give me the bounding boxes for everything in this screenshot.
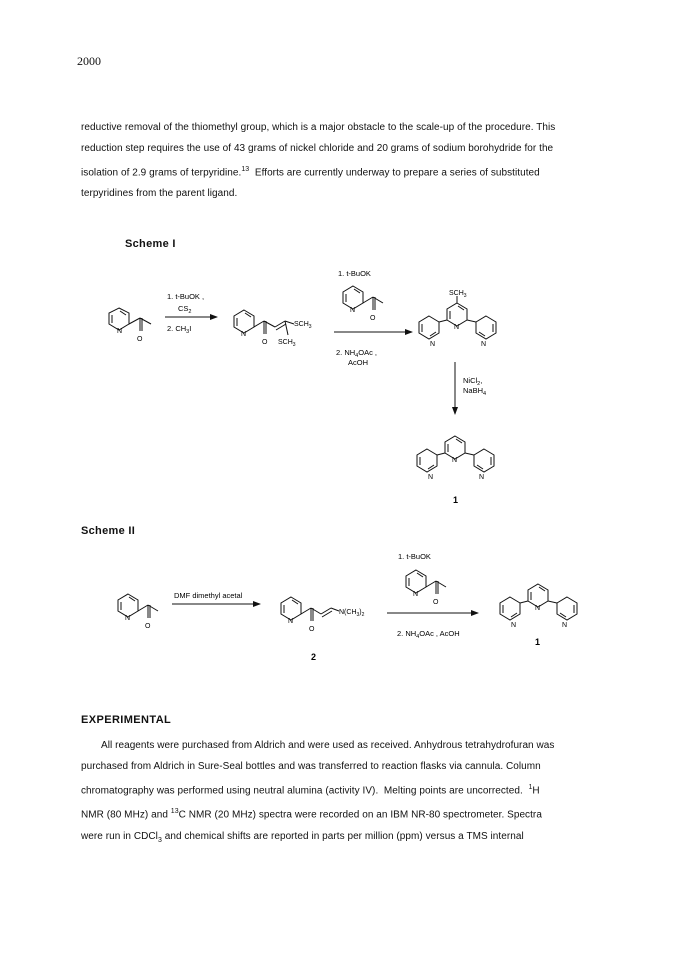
reagent-text: NaBH$_4$ bbox=[463, 386, 487, 397]
isotope-superscript: 1 bbox=[528, 784, 533, 791]
atom-label: N bbox=[454, 324, 460, 331]
text-fragment: C NMR (20 MHz) spectra were recorded on an IBM NR-80 spectrometer. Spectra bbox=[178, 809, 542, 821]
reagent-text: NiCl$_2$, bbox=[463, 376, 483, 387]
atom-label: N bbox=[452, 457, 458, 464]
text-line bbox=[81, 801, 611, 825]
reagent-text: 1. t-BuOK bbox=[398, 552, 431, 561]
text-line: purchased from Aldrich in Sure-Seal bottles and was transferred to reaction flasks via cannula. Column bbox=[81, 761, 541, 772]
atom-label: N bbox=[117, 328, 123, 335]
scheme-2-title: Scheme II bbox=[81, 525, 136, 537]
dimethylamino-label: $N(CH_3)_2$ bbox=[339, 609, 365, 618]
atom-label: N bbox=[125, 615, 131, 622]
atom-label: N bbox=[241, 331, 247, 338]
scheme-1-title: Scheme I bbox=[125, 238, 176, 250]
reagent-text: 2. $NH_4OAc$ , AcOH bbox=[397, 629, 460, 640]
atom-label: N bbox=[481, 341, 487, 348]
reagent-text: 2. $NH_4OAc$ , bbox=[336, 348, 377, 359]
experimental-paragraph bbox=[81, 735, 611, 851]
page-number: 2000 bbox=[77, 54, 101, 68]
isotope-superscript: 13 bbox=[170, 808, 179, 816]
atom-label: O bbox=[262, 339, 268, 346]
reagent-text: 1. t-BuOK bbox=[338, 269, 371, 278]
atom-label: N bbox=[350, 307, 356, 314]
reagent-text: $CS_2$ bbox=[178, 304, 192, 315]
compound-number: 1 bbox=[453, 495, 459, 505]
2-acetylpyridine-structure bbox=[118, 594, 158, 618]
reagent-text: 1. t-BuOK , bbox=[167, 292, 205, 301]
atom-label: N bbox=[430, 341, 436, 348]
text-fragment: Efforts are currently underway to prepare a series of substituted bbox=[249, 167, 540, 179]
atom-label: N bbox=[288, 618, 294, 625]
text-fragment: isolation of 2.9 grams of terpyridine. bbox=[81, 167, 242, 179]
compound-number: 1 bbox=[535, 637, 541, 647]
atom-label: O bbox=[370, 315, 376, 322]
reagent-text: AcOH bbox=[348, 358, 369, 367]
sch3-label: $SCH_3$ bbox=[278, 339, 296, 348]
sch3-label: $SCH_3$ bbox=[449, 290, 467, 299]
methylthio-terpyridine-structure bbox=[419, 296, 496, 339]
atom-label: N bbox=[428, 474, 434, 481]
atom-label: O bbox=[145, 623, 151, 630]
atom-label: N bbox=[562, 622, 568, 629]
reference-superscript: 13 bbox=[241, 166, 250, 173]
atom-label: N bbox=[413, 591, 419, 598]
text-fragment: NMR (80 MHz) and bbox=[81, 809, 171, 821]
atom-label: N bbox=[511, 622, 517, 629]
text-fragment: H bbox=[532, 785, 540, 797]
text-line: All reagents were purchased from Aldrich and were used as received. Anhydrous tetrahydrofuran was bbox=[101, 740, 555, 751]
sch3-label: $SCH_3$ bbox=[294, 321, 312, 330]
text-line: terpyridines from the parent ligand. bbox=[81, 188, 238, 200]
text-line: reductive removal of the thiomethyl group, which is a major obstacle to the scale-up of the procedure. This bbox=[81, 122, 556, 133]
text-fragment: and chemical shifts are reported in parts per million (ppm) versus a TMS internal bbox=[161, 830, 524, 842]
2-acetylpyridine-structure bbox=[109, 308, 151, 331]
text-line bbox=[81, 777, 611, 801]
terpyridine-structure bbox=[417, 436, 494, 472]
text-line bbox=[81, 826, 611, 851]
section-heading-experimental: EXPERIMENTAL bbox=[81, 714, 172, 726]
reagent-text: 2. $CH_3I$ bbox=[167, 324, 192, 335]
atom-label: N bbox=[479, 474, 485, 481]
text-line: reduction step requires the use of 43 grams of nickel chloride and 20 grams of sodium borohydride for the bbox=[81, 143, 554, 154]
reagent-text: DMF dimethyl acetal bbox=[174, 591, 243, 600]
2-acetylpyridine-structure bbox=[343, 286, 383, 310]
compound-number: 2 bbox=[311, 652, 317, 662]
atom-label: O bbox=[137, 336, 143, 343]
atom-label: O bbox=[433, 599, 439, 606]
atom-label: N bbox=[535, 605, 541, 612]
terpyridine-structure bbox=[500, 584, 577, 620]
subscript: 3 bbox=[157, 836, 162, 844]
text-fragment: were run in CDCl bbox=[81, 830, 158, 842]
text-fragment: chromatography was performed using neutral alumina (activity IV). Melting points are uncorrected. bbox=[81, 785, 529, 797]
atom-label: O bbox=[309, 626, 315, 633]
2-acetylpyridine-structure bbox=[406, 570, 446, 594]
